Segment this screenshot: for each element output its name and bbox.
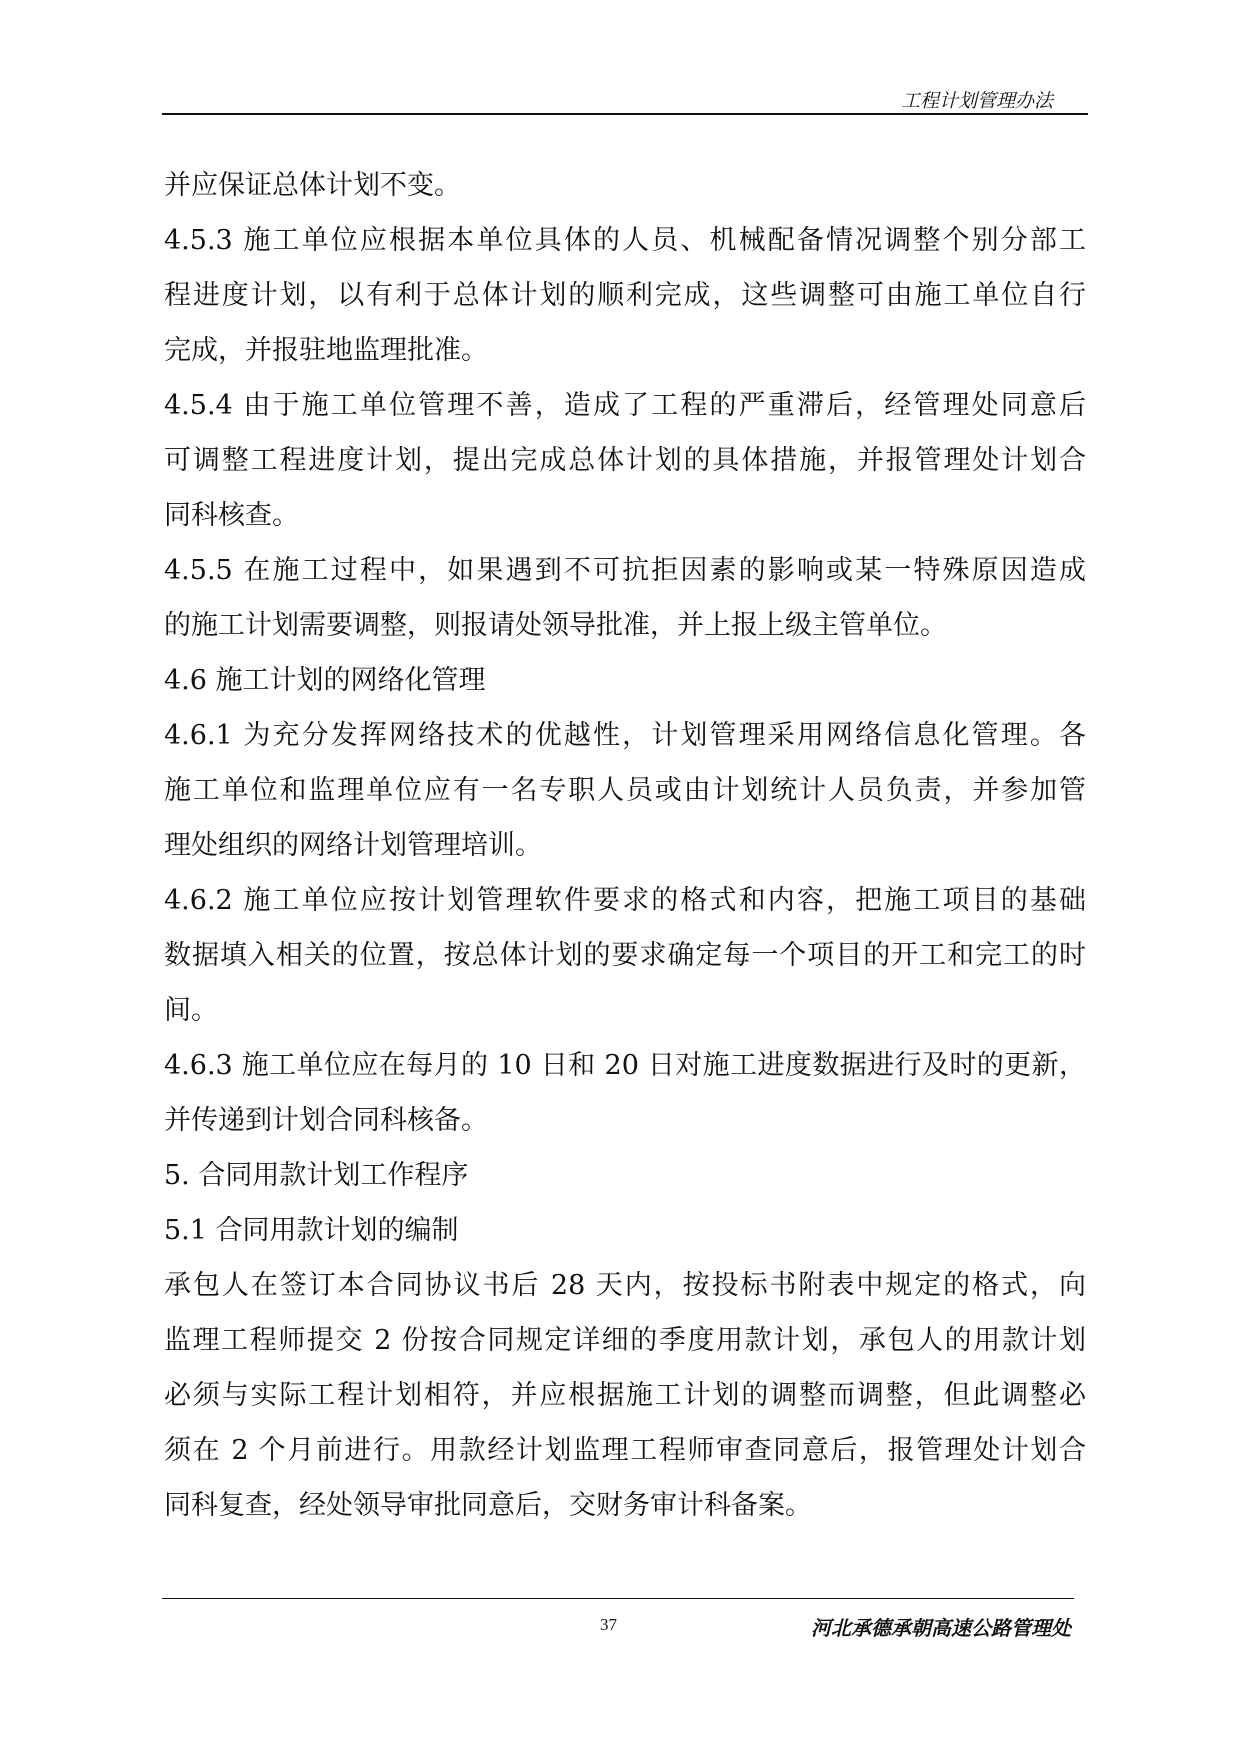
text-line: 同科复查，经处领导审批同意后，交财务审计科备案。	[164, 1490, 812, 1521]
text-line: 4.5.5 在施工过程中，如果遇到不可抗拒因素的影响或某一特殊原因造成	[164, 555, 1086, 586]
text-line: 监理工程师提交 2 份按合同规定详细的季度用款计划，承包人的用款计划	[164, 1325, 1086, 1356]
running-header-title: 工程计划管理办法	[900, 90, 1053, 112]
text-line: 同科核查。	[164, 500, 299, 531]
text-line: 4.6.2 施工单位应按计划管理软件要求的格式和内容，把施工项目的基础	[164, 885, 1086, 916]
text-line: 4.6.3 施工单位应在每月的 10 日和 20 日对施工进度数据进行及时的更新，	[164, 1050, 1086, 1081]
text-line: 间。	[164, 995, 218, 1026]
text-line: 的施工计划需要调整，则报请处领导批准，并上报上级主管单位。	[164, 610, 947, 641]
footer-rule	[162, 1598, 1074, 1599]
text-line: 完成，并报驻地监理批准。	[164, 335, 488, 366]
text-line: 并传递到计划合同科核备。	[164, 1105, 488, 1136]
text-line: 4.6.1 为充分发挥网络技术的优越性，计划管理采用网络信息化管理。各	[164, 720, 1086, 751]
text-line: 并应保证总体计划不变。	[164, 170, 461, 201]
header-rule	[162, 113, 1088, 115]
text-line: 程进度计划，以有利于总体计划的顺利完成，这些调整可由施工单位自行	[164, 280, 1086, 311]
text-line: 4.5.4 由于施工单位管理不善，造成了工程的严重滞后，经管理处同意后	[164, 390, 1086, 421]
text-line: 承包人在签订本合同协议书后 28 天内，按投标书附表中规定的格式，向	[164, 1270, 1086, 1301]
text-line: 理处组织的网络计划管理培训。	[164, 830, 542, 861]
document-body	[164, 158, 1086, 1533]
text-line: 可调整工程进度计划，提出完成总体计划的具体措施，并报管理处计划合	[164, 445, 1086, 476]
text-line: 4.5.3 施工单位应根据本单位具体的人员、机械配备情况调整个别分部工	[164, 225, 1086, 256]
section-heading: 4.6 施工计划的网络化管理	[164, 665, 486, 696]
footer-organization: 河北承德承朝高速公路管理处	[811, 1616, 1071, 1640]
text-line: 须在 2 个月前进行。用款经计划监理工程师审查同意后，报管理处计划合	[164, 1435, 1086, 1466]
text-line: 必须与实际工程计划相符，并应根据施工计划的调整而调整，但此调整必	[164, 1380, 1086, 1411]
section-heading: 5. 合同用款计划工作程序	[164, 1160, 469, 1191]
section-heading: 5.1 合同用款计划的编制	[164, 1215, 459, 1246]
text-line: 数据填入相关的位置，按总体计划的要求确定每一个项目的开工和完工的时	[164, 940, 1086, 971]
text-line: 施工单位和监理单位应有一名专职人员或由计划统计人员负责，并参加管	[164, 775, 1086, 806]
page-number: 37	[600, 1615, 617, 1634]
